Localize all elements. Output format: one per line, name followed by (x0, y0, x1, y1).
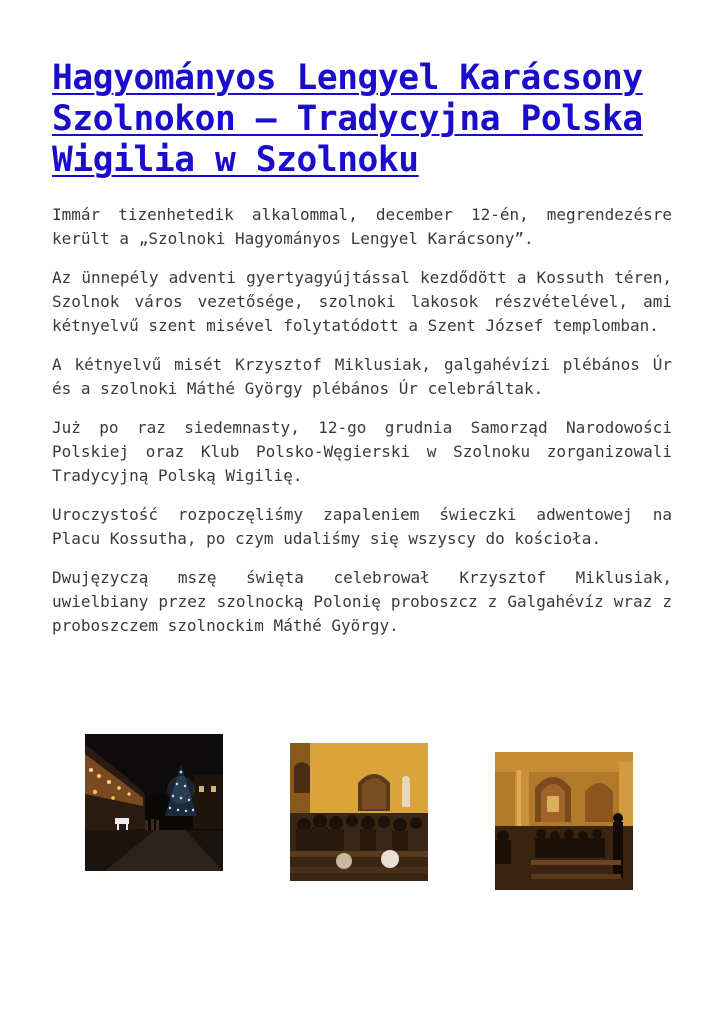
article-paragraph: Az ünnepély adventi gyertyagyújtással kezdődött a Kossuth téren, Szolnok város vezetősége, szolnoki lakosok részvételével, ami kétnyelvű szent misével folytatódott a Szent József templomban. (52, 268, 672, 335)
article-title (52, 58, 672, 181)
article-paragraph: Już po raz siedemnasty, 12-go grudnia Samorząd Narodowości Polskiej oraz Klub Polsko-Węgierski w Szolnoku zorganizowali Tradycyjną Polską Wigilię. (52, 418, 672, 485)
article-title-link[interactable]: Hagyományos Lengyel Karácsony Szolnokon – Tradycyjna Polska Wigilia w Szolnoku (52, 58, 643, 180)
article-paragraph: Immár tizenhetedik alkalommal, december 12-én, megrendezésre került a „Szolnoki Hagyományos Lengyel Karácsony”. (52, 205, 672, 248)
article-paragraph: A kétnyelvű misét Krzysztof Miklusiak, galgahévízi plébános Úr és a szolnoki Máthé György plébános Úr celebráltak. (52, 355, 672, 398)
gallery-photo-christmas-tree[interactable] (85, 734, 223, 871)
gallery-photo-church-interior[interactable] (290, 743, 428, 881)
gallery-photo-church-nave[interactable] (495, 752, 633, 890)
article-paragraph: Uroczystość rozpoczęliśmy zapaleniem świeczki adwentowej na Placu Kossutha, po czym udaliśmy się wszyscy do kościoła. (52, 505, 672, 548)
article (52, 58, 672, 653)
article-paragraph: Dwujęzyczą mszę święta celebrował Krzysztof Miklusiak, uwielbiany przez szolnocką Polonię proboszcz z Galgahévíz wraz z proboszczem szolnockim Máthé György. (52, 568, 672, 635)
